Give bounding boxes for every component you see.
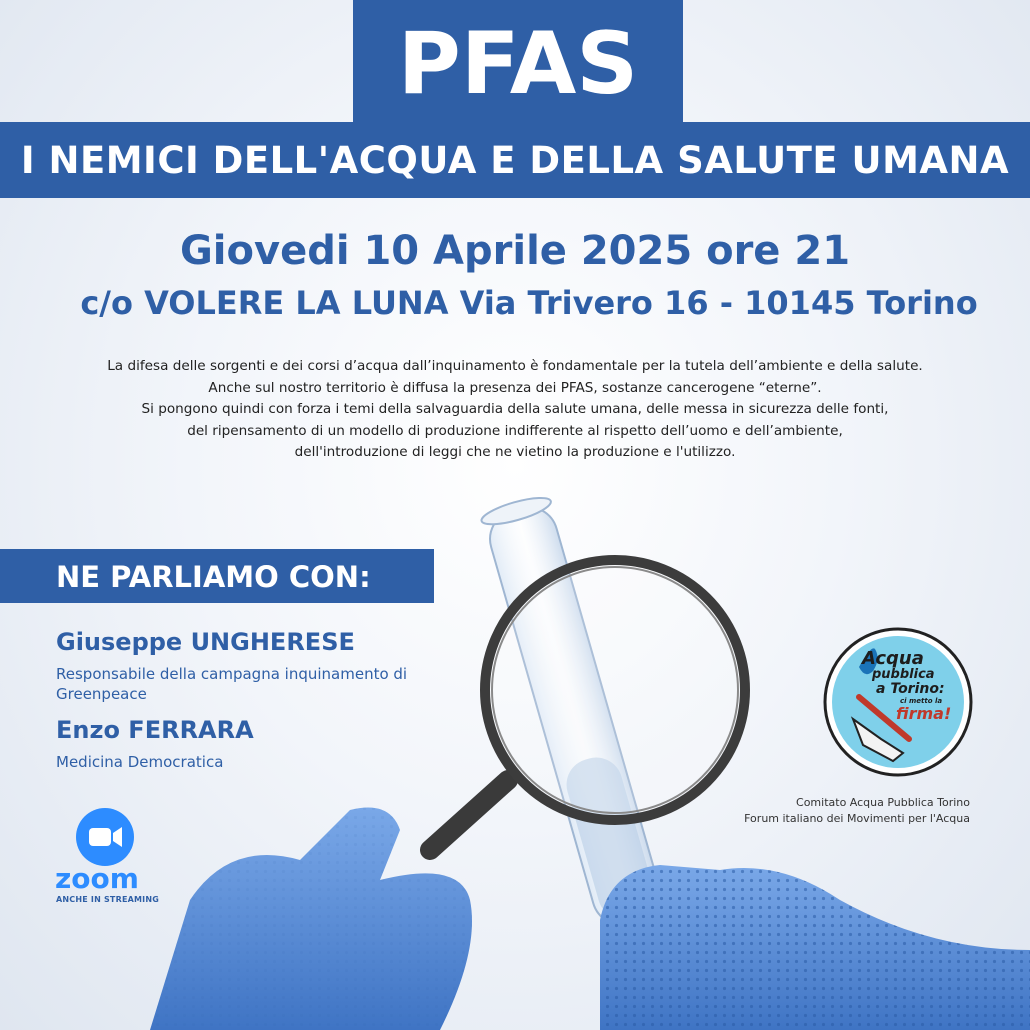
logo-line: ci metto la	[900, 697, 943, 705]
speaker-name: Giuseppe UNGHERESE	[56, 628, 355, 656]
logo-line: Acqua	[862, 648, 924, 669]
event-venue: c/o VOLERE LA LUNA Via Trivero 16 - 10145 Torino	[80, 284, 978, 322]
left-glove	[150, 808, 472, 1030]
description-line: La difesa delle sorgenti e dei corsi d’acqua dall’inquinamento è fondamentale per la tutela dell’ambiente e della salute.	[107, 358, 923, 374]
logo-line: a Torino:	[876, 681, 945, 697]
event-date: Giovedi 10 Aprile 2025 ore 21	[179, 228, 851, 274]
speaker-role: Medicina Democratica	[56, 753, 224, 771]
description-line: dell'introduzione di leggi che ne vietino la produzione e l'utilizzo.	[294, 444, 736, 460]
logo-line: firma!	[896, 704, 952, 723]
magnifier	[430, 560, 745, 850]
organizer-name: Comitato Acqua Pubblica Torino	[796, 796, 970, 809]
organizers	[700, 795, 970, 827]
streaming-note: ANCHE IN STREAMING	[56, 895, 159, 904]
speaker-name: Enzo FERRARA	[56, 716, 254, 744]
zoom-logo: zoom	[55, 862, 139, 895]
description-line: del ripensamento di un modello di produzione indifferente al rispetto dell’uomo e dell’ambiente,	[187, 422, 843, 439]
organizer-name: Forum italiano dei Movimenti per l'Acqua	[744, 812, 970, 825]
description-line: Si pongono quindi con forza i temi della salvaguardia della salute umana, delle messa in sicurezza delle fonti,	[141, 401, 889, 417]
logo-line: pubblica	[872, 667, 935, 682]
video-camera-icon	[76, 808, 134, 866]
page-title: PFAS	[353, 0, 683, 124]
page-subtitle: I NEMICI DELL'ACQUA E DELLA SALUTE UMANA	[0, 122, 1030, 198]
description-line: Anche sul nostro territorio è diffusa la presenza dei PFAS, sostanze cancerogene “eterne”.	[208, 379, 822, 396]
description	[40, 356, 990, 464]
speaker-role: Responsabile della campagna inquinamento di Greenpeace	[56, 665, 408, 703]
speakers-heading: NE PARLIAMO CON:	[0, 549, 434, 603]
logo-text	[862, 650, 972, 722]
right-glove	[600, 865, 1030, 1030]
